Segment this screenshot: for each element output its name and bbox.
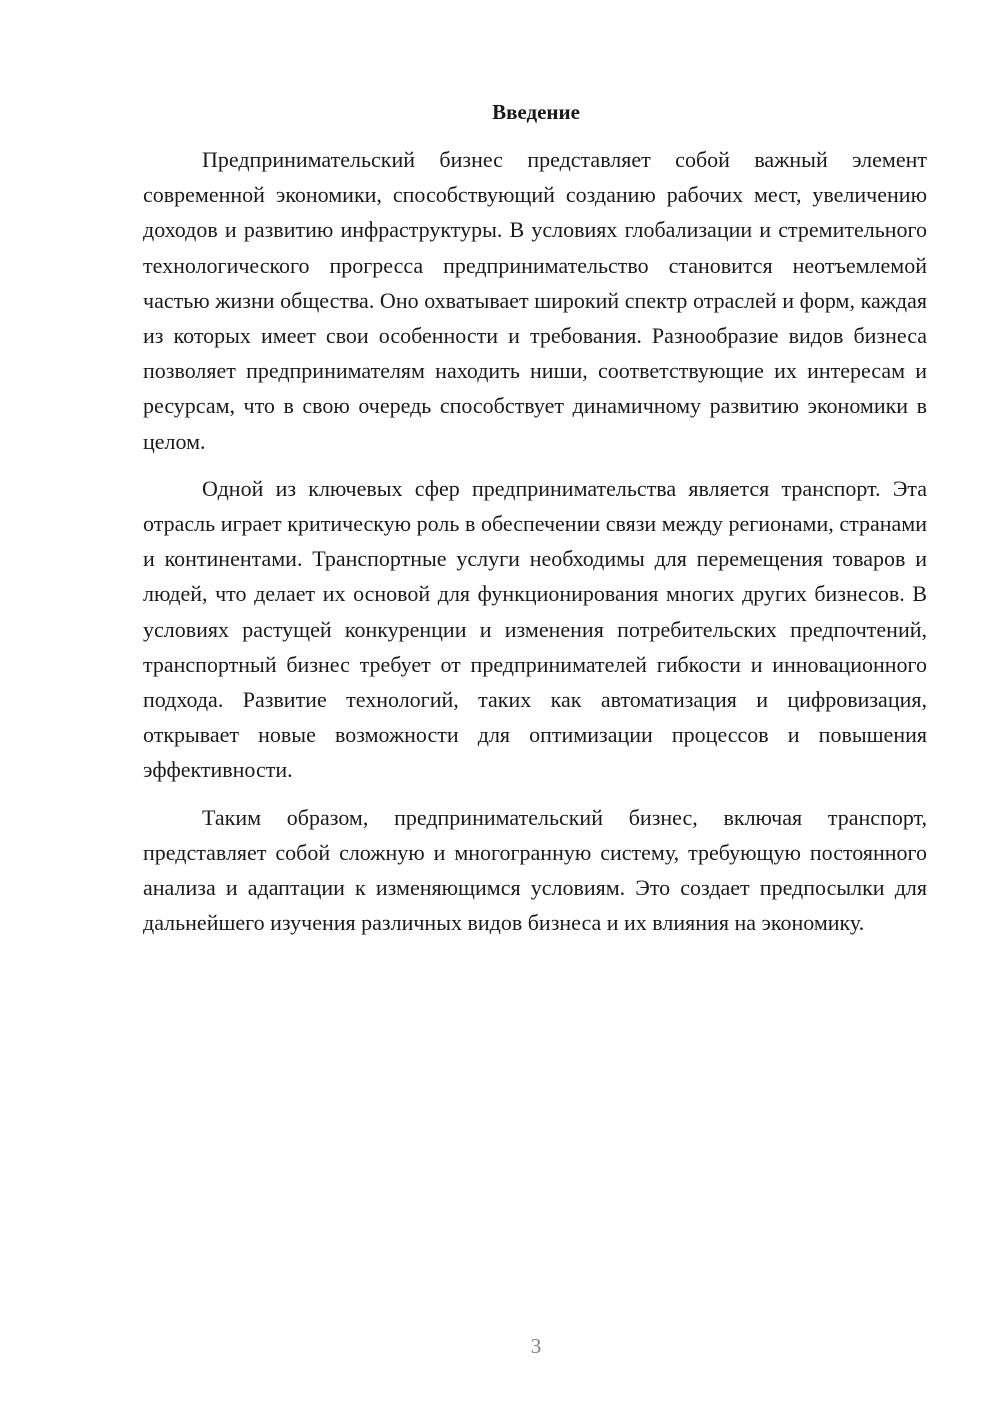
paragraph-conclusion: Таким образом, предпринимательский бизнес, включая транспорт, представляет собой сложную и многогранную систему, требующую постоянного анализа и адаптации к изменяющимся условиям. Это создает предпосылки для дальнейшего изучения различных видов бизнеса и их влияния на экономику. <box>143 804 927 936</box>
body-text <box>143 142 927 952</box>
paragraph-transport: Одной из ключевых сфер предпринимательства является транспорт. Эта отрасль играет критическую роль в обеспечении связи между регионами, странами и континентами. Транспортные услуги необходимы для перемещения товаров и людей, что делает их основой для функционирования многих других бизнесов. В условиях растущей конкуренции и изменения потребительских предпочтений, транспортный бизнес требует от предпринимателей гибкости и инновационного подхода. Развитие технологий, таких как автоматизация и цифровизация, открывает новые возможности для оптимизации процессов и повышения эффективности. <box>143 475 927 783</box>
page-number: 3 <box>530 1334 542 1358</box>
section-heading: Введение <box>492 100 580 124</box>
paragraph-intro: Предпринимательский бизнес представляет собой важный элемент современной экономики, способствующий созданию рабочих мест, увеличению доходов и развитию инфраструктуры. В условиях глобализации и стремительного технологического прогресса предпринимательство становится неотъемлемой частью жизни общества. Оно охватывает широкий спектр отраслей и форм, каждая из которых имеет свои особенности и требования. Разнообразие видов бизнеса позволяет предпринимателям находить ниши, соответствующие их интересам и ресурсам, что в свою очередь способствует динамичному развитию экономики в целом. <box>143 147 927 454</box>
